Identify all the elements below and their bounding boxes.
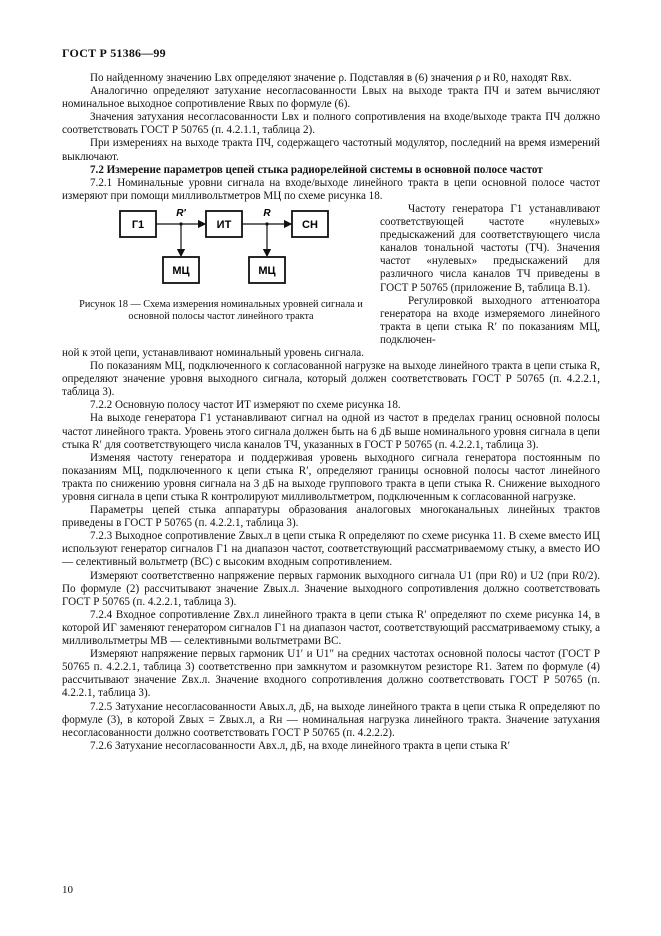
block-mc-left-label: МЦ (172, 264, 190, 277)
paragraph: 7.2.3 Выходное сопротивление Zвых.л в цепи стыка R определяют по схеме рисунка 11. В схеме вместо ИЦ используют генератор сигналов Г1 на диапазон частот, соответствующий рассматриваемому стыку, а вместо ИО — селективный вольтметр (ВС) с высоким входным сопротивлением. (62, 530, 600, 569)
block-it-label: ИТ (216, 218, 232, 231)
figure-caption: Рисунок 18 — Схема измерения номинальных уровней сигнала и основной полосы частот линейного тракта (79, 298, 363, 323)
document-body (62, 72, 600, 753)
paragraph: 7.2.1 Номинальные уровни сигнала на входе/выходе линейного тракта в цепи основной полосе частот измеряют при помощи милливольтметров МЦ по схеме рисунка 18. (62, 176, 600, 202)
paragraph: Измеряют напряжение первых гармоник U1′ и U1″ на средних частотах основной полосы частот (ГОСТ Р 50765 п. 4.2.2.1, таблица 3) соответственно при замкнутом и разомкнутом резисторе R1. Затем по формуле (4) рассчитывают значение Zвх.л. Значение входного сопротивления должно соответствовать ГОСТ Р 50765 (п. 4.2.2.1, таблица 3). (62, 648, 600, 700)
paragraph: Регулировкой выходного аттенюатора генератора на входе измеряемого линейного тракта в цепи стыка R′ по показаниям МЦ, подключен- (380, 294, 600, 346)
paragraph: 7.2.6 Затухание несогласованности Aвх.л, дБ, на входе линейного тракта в цепи стыка R′ (90, 739, 511, 752)
figure-row (62, 203, 600, 347)
block-sn-label: СН (302, 218, 318, 231)
paragraph: 7.2.2 Основную полосу частот ИТ измеряют по схеме рисунка 18. (90, 399, 401, 412)
paragraph: Измеряют соответственно напряжение первых гармоник выходного сигнала U1 (при R0) и U2 (при R0/2). По формуле (2) рассчитывают значение Zвых.л. Значение выходного сопротивления должно соответствовать ГОСТ Р 50765 (п. 4.2.2.1, таблица 3). (62, 569, 600, 608)
figure-18 (62, 203, 380, 347)
paragraph: 7.2.4 Входное сопротивление Zвх.л линейного тракта в цепи стыка R′ определяют по схеме рисунка 14, в которой ИГ заменяют генератором сигналов Г1 на диапазон частот, соответствующий рассматриваемому стыку, а милливольтметры МВ — селективными вольтметрами ВС. (62, 608, 600, 648)
paragraph: ной к этой цепи, устанавливают номинальный уровень сигнала. (62, 346, 364, 359)
paragraph: По найденному значению Lвх определяют значение ρ. Подставляя в (6) значения ρ и R0, находят Rвх. (90, 72, 572, 84)
block-mc-right-label: МЦ (258, 264, 276, 277)
side-text (380, 203, 600, 347)
block-diagram (62, 203, 380, 295)
page-number: 10 (62, 884, 73, 896)
label-r: R (263, 207, 271, 219)
paragraph: Параметры цепей стыка аппаратуры образования аналоговых многоканальных линейных трактов приведены в ГОСТ Р 50765 (п. 4.2.2.1, таблица 3). (62, 504, 600, 530)
label-r-prime: R' (176, 207, 186, 219)
paragraph: 7.2.5 Затухание несогласованности Aвых.л, дБ, на выходе линейного тракта в цепи стыка R определяют по формуле (3), в которой Zвых = Zвых.л, а Rн — номинальная нагрузка линейного тракта. Значение затухания несогласованности должно соответствовать ГОСТ Р 50765 (п. 4.2.2.2). (62, 700, 600, 739)
paragraph: На выходе генератора Г1 устанавливают сигнал на одной из частот в пределах границ основной полосы частот линейного тракта. Уровень этого сигнала должен быть на 6 дБ выше номинального уровня сигнала в цепи стыка R′ для соответствующего числа каналов ТЧ, указанных в ГОСТ Р 50765 (п. 4.2.2.1, таблица 3). (62, 412, 600, 451)
block-g1-label: Г1 (131, 218, 145, 231)
paragraph: Значения затухания несогласованности Lвх и полного сопротивления на входе/выходе тракта ПЧ должно соответствовать ГОСТ Р 50765 (п. 4.2.1.1, таблица 2). (62, 111, 600, 137)
paragraph: При измерениях на выходе тракта ПЧ, содержащего частотный модулятор, последний на время измерений выключают. (62, 137, 600, 163)
section-heading: 7.2 Измерение параметров цепей стыка радиорелейной системы в основной полосе частот (90, 163, 543, 176)
document-header: ГОСТ Р 51386—99 (62, 46, 166, 60)
paragraph: Аналогично определяют затухание несогласованности Lвых на выходе тракта ПЧ и затем вычисляют номинальное выходное сопротивление Rвых по формуле (6). (62, 85, 600, 111)
paragraph: Изменяя частоту генератора и поддерживая уровень выходного сигнала генератора постоянным по показаниям МЦ, подключенного к цепи стыка R′, определяют границы основной полосы частот линейного тракта по снижению уровня сигнала на 3 дБ на выходе группового тракта в цепи стыка R. Снижение выходного уровня сигнала в цепи стыка R контролируют милливольтметром, подключенным к согласованной нагрузке. (62, 451, 600, 503)
bottom-paragraphs (62, 347, 600, 753)
paragraph: Частоту генератора Г1 устанавливают соответствующей частоте «нулевых» предыскажений для соответствующего числа каналов тональной частоты (ТЧ). Значения частот «нулевых» предыскажений для различного числа каналов ТЧ приведены в ГОСТ Р 50765 (приложение В, таблица В.1). (380, 202, 600, 294)
paragraph: По показаниям МЦ, подключенного к согласованной нагрузке на выходе линейного тракта в цепи стыка R, определяют значение уровня выходного сигнала, который должен соответствовать ГОСТ Р 50765 (п. 4.2.2.1, таблица 3). (62, 360, 600, 399)
